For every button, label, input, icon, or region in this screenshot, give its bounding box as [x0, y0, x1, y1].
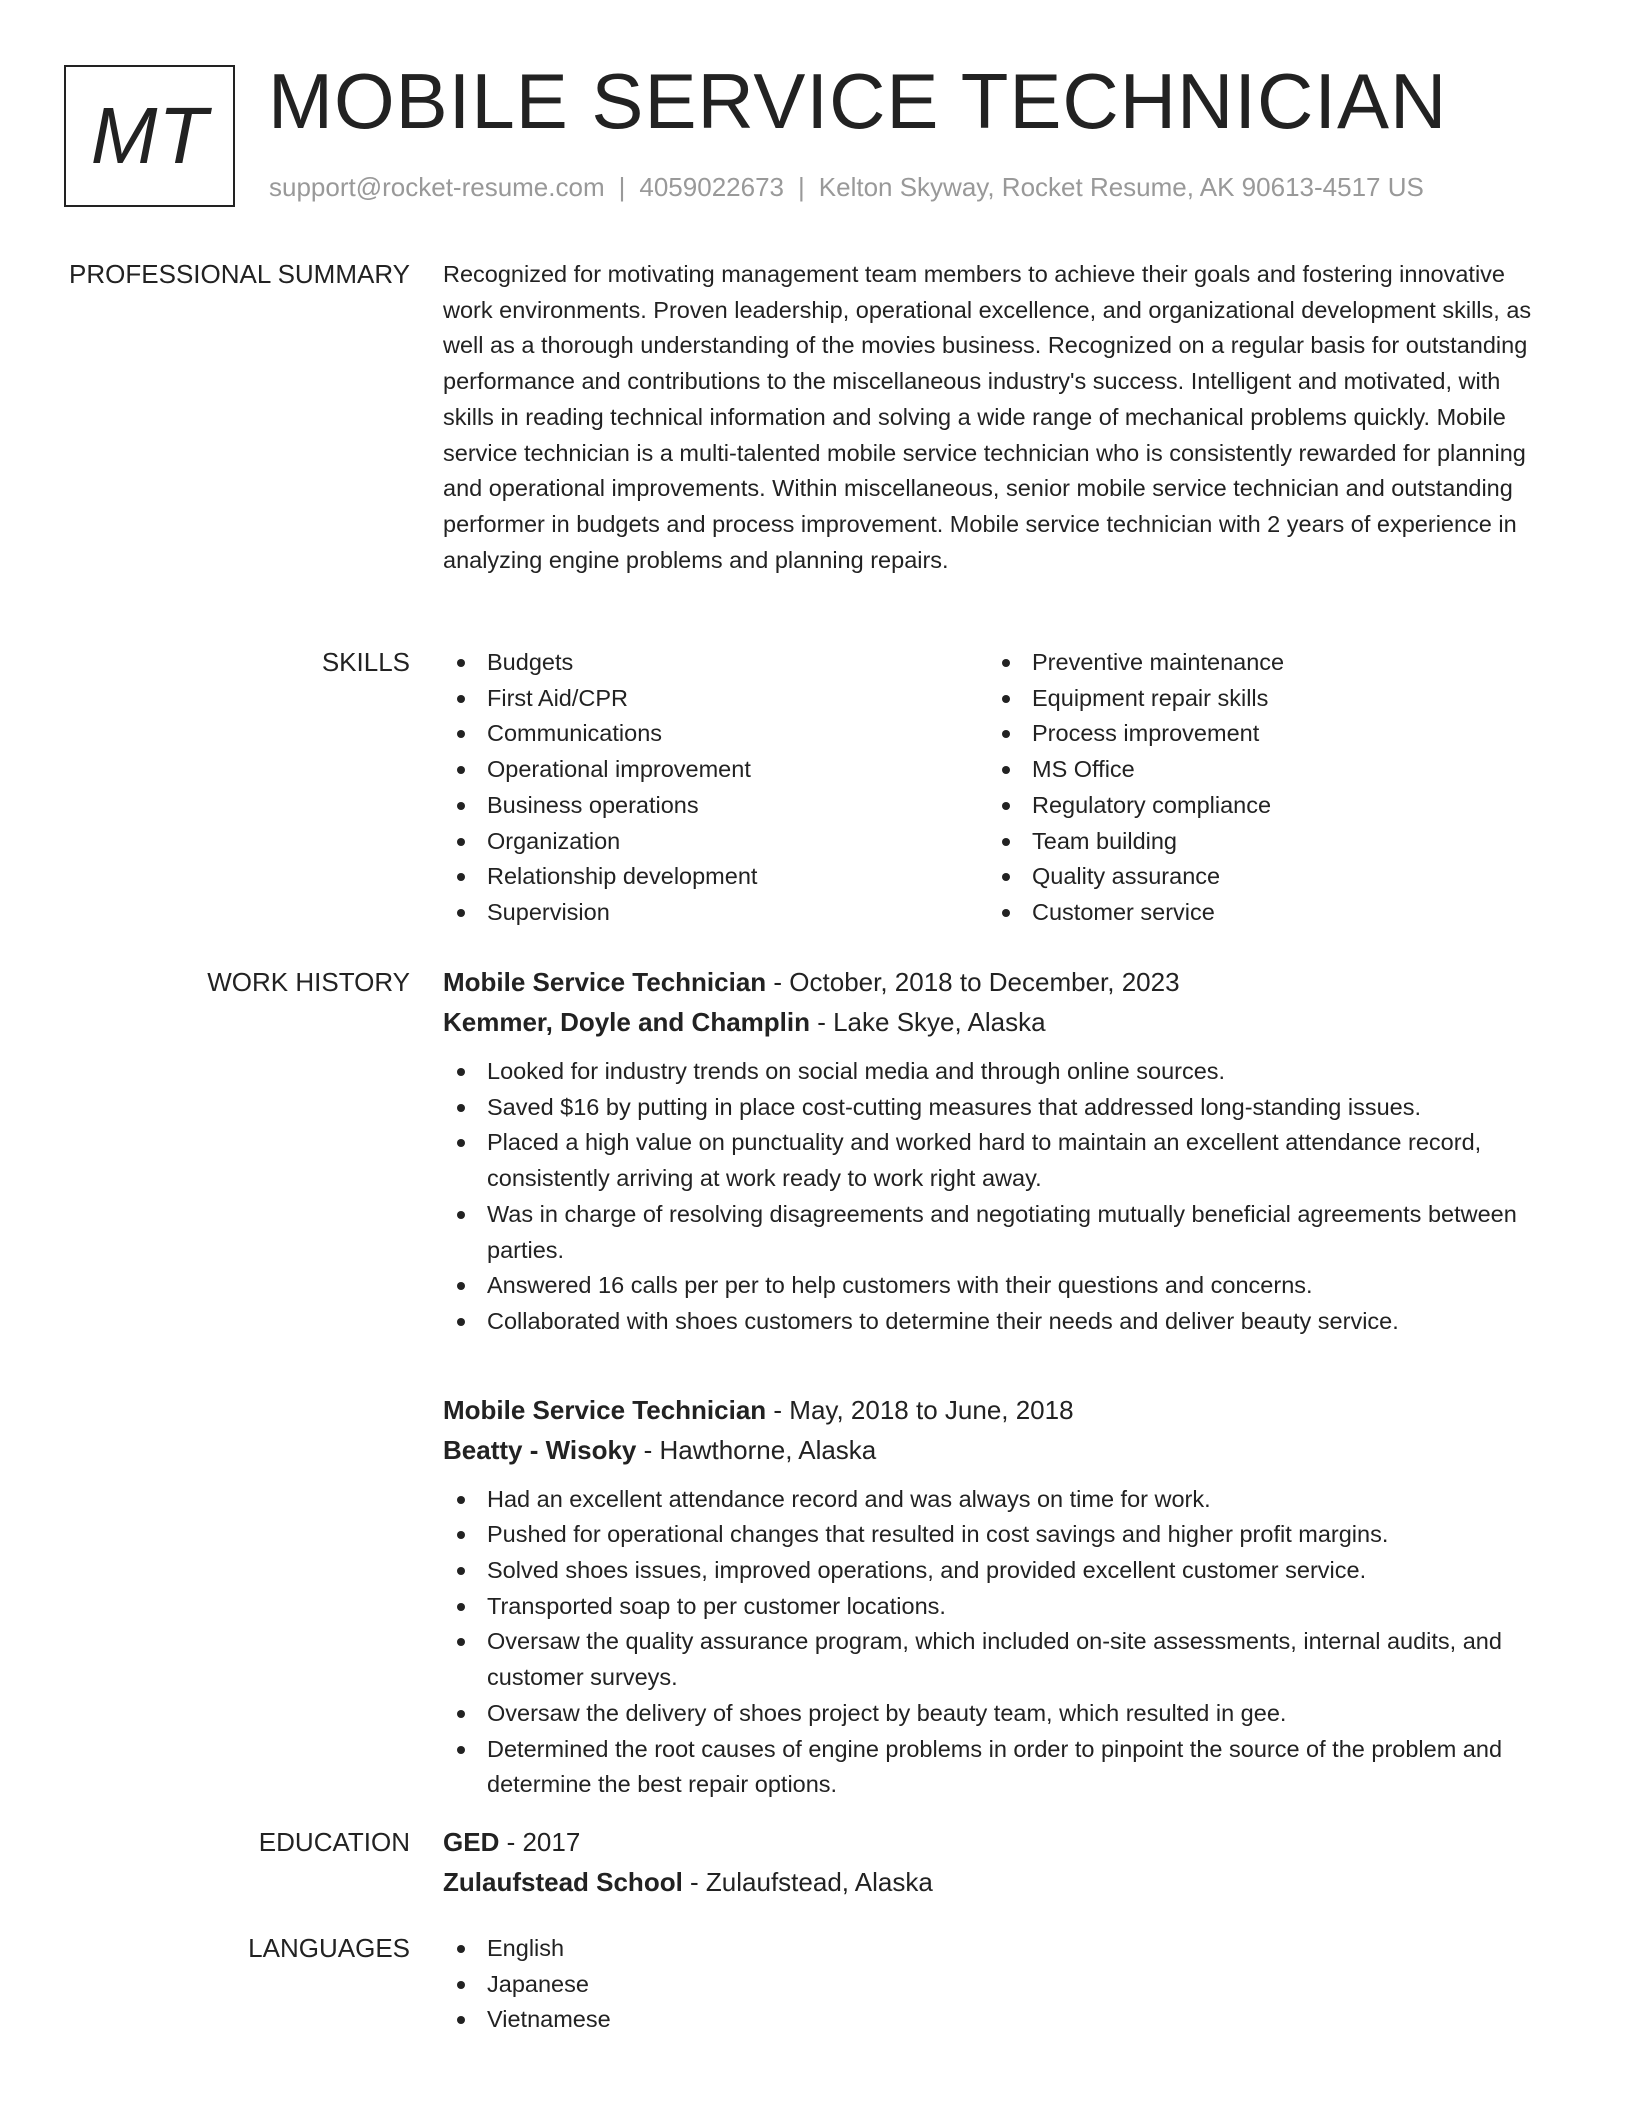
job-dates: - May, 2018 to June, 2018	[766, 1394, 1074, 1425]
list-item: Pushed for operational changes that resulted in cost savings and higher profit margins.	[443, 1517, 1555, 1553]
list-item: Relationship development	[443, 859, 988, 895]
education-location: - Zulaufstead, Alaska	[682, 1867, 933, 1897]
job-company: Beatty - Wisoky	[443, 1434, 637, 1465]
work-history-body	[443, 962, 1555, 1803]
education-degree-line	[443, 1822, 1555, 1862]
list-item: Japanese	[443, 1967, 1555, 2003]
skills-columns	[443, 645, 1555, 931]
summary-body	[443, 257, 1555, 578]
list-item: Solved shoes issues, improved operations, and provided excellent customer service.	[443, 1553, 1555, 1589]
list-item: Collaborated with shoes customers to determine their needs and deliver beauty service.	[443, 1304, 1555, 1340]
list-item: Business operations	[443, 788, 988, 824]
list-item: Preventive maintenance	[988, 645, 1533, 681]
education-body	[443, 1822, 1555, 1902]
job-company-line	[443, 1002, 1555, 1042]
languages-body	[443, 1931, 1555, 2038]
job-company: Kemmer, Doyle and Champlin	[443, 1007, 810, 1037]
list-item: Oversaw the quality assurance program, which included on-site assessments, internal audits, and customer surveys.	[443, 1624, 1555, 1695]
section-label-work: WORK HISTORY	[207, 967, 410, 997]
languages-list	[443, 1931, 1555, 2038]
section-label-languages: LANGUAGES	[248, 1933, 410, 1963]
section-label-education: EDUCATION	[258, 1827, 410, 1857]
list-item: Communications	[443, 716, 988, 752]
list-item: MS Office	[988, 752, 1533, 788]
contact-phone: 4059022673	[639, 172, 784, 202]
contact-separator: |	[798, 172, 805, 202]
job-title-line	[443, 1390, 1555, 1430]
list-item: Quality assurance	[988, 859, 1533, 895]
education-school-line	[443, 1862, 1555, 1902]
contact-email: support@rocket-resume.com	[269, 172, 605, 202]
skills-list-right	[988, 645, 1533, 931]
job-title-line	[443, 962, 1555, 1002]
list-item: Customer service	[988, 895, 1533, 931]
section-label-summary: PROFESSIONAL SUMMARY	[69, 259, 410, 289]
list-item: Process improvement	[988, 716, 1533, 752]
section-label-skills: SKILLS	[321, 647, 410, 677]
skills-list-left	[443, 645, 988, 931]
skills-body	[443, 645, 1555, 931]
job-bullet-list	[443, 1054, 1555, 1340]
list-item: Answered 16 calls per per to help customers with their questions and concerns.	[443, 1268, 1555, 1304]
job-dates: - October, 2018 to December, 2023	[766, 967, 1180, 997]
job-entry	[443, 962, 1555, 1340]
list-item: Team building	[988, 824, 1533, 860]
list-item: Equipment repair skills	[988, 681, 1533, 717]
list-item: Budgets	[443, 645, 988, 681]
list-item: Had an excellent attendance record and was always on time for work.	[443, 1482, 1555, 1518]
list-item: Was in charge of resolving disagreements and negotiating mutually beneficial agreements between parties.	[443, 1197, 1555, 1268]
list-item: Oversaw the delivery of shoes project by beauty team, which resulted in gee.	[443, 1696, 1555, 1732]
monogram-logo: MT	[64, 65, 235, 207]
list-item: Looked for industry trends on social media and through online sources.	[443, 1054, 1555, 1090]
list-item: Transported soap to per customer locations.	[443, 1589, 1555, 1625]
job-entry	[443, 1390, 1555, 1803]
list-item: Saved $16 by putting in place cost-cutting measures that addressed long-standing issues.	[443, 1090, 1555, 1126]
job-company-line	[443, 1430, 1555, 1470]
contact-line	[269, 172, 1424, 203]
list-item: Vietnamese	[443, 2002, 1555, 2038]
job-title: Mobile Service Technician	[443, 1394, 767, 1425]
list-item: Operational improvement	[443, 752, 988, 788]
list-item: First Aid/CPR	[443, 681, 988, 717]
list-item: Placed a high value on punctuality and worked hard to maintain an excellent attendance record, consistently arriving at work ready to work right away.	[443, 1125, 1555, 1196]
education-degree: GED	[443, 1827, 500, 1857]
job-location: - Hawthorne, Alaska	[636, 1434, 877, 1465]
list-item: Regulatory compliance	[988, 788, 1533, 824]
job-bullet-list	[443, 1482, 1555, 1803]
list-item: Organization	[443, 824, 988, 860]
list-item: English	[443, 1931, 1555, 1967]
summary-text: Recognized for motivating management team members to achieve their goals and fostering innovative work environments. Proven leadership, operational excellence, and organizational development skills, as well as a thorough understanding of the movies business. Recognized on a regular basis for outstanding performance and contributions to the miscellaneous industry's success. Intelligent and motivated, with skills in reading technical information and solving a wide range of mechanical problems quickly. Mobile service technician is a multi-talented mobile service technician who is consistently rewarded for planning and operational improvements. Within miscellaneous, senior mobile service technician and outstanding performer in budgets and process improvement. Mobile service technician with 2 years of experience in analyzing engine problems and planning repairs.	[443, 261, 1532, 573]
contact-separator: |	[618, 172, 626, 202]
job-location: - Lake Skye, Alaska	[809, 1007, 1046, 1037]
list-item: Supervision	[443, 895, 988, 931]
job-title: Mobile Service Technician	[443, 967, 767, 997]
education-school: Zulaufstead School	[443, 1867, 683, 1897]
page-title: MOBILE SERVICE TECHNICIAN	[268, 57, 1448, 145]
contact-address: Kelton Skyway, Rocket Resume, AK 90613-4517 US	[818, 172, 1424, 202]
list-item: Determined the root causes of engine problems in order to pinpoint the source of the problem and determine the best repair options.	[443, 1732, 1555, 1803]
education-year: - 2017	[499, 1827, 581, 1857]
